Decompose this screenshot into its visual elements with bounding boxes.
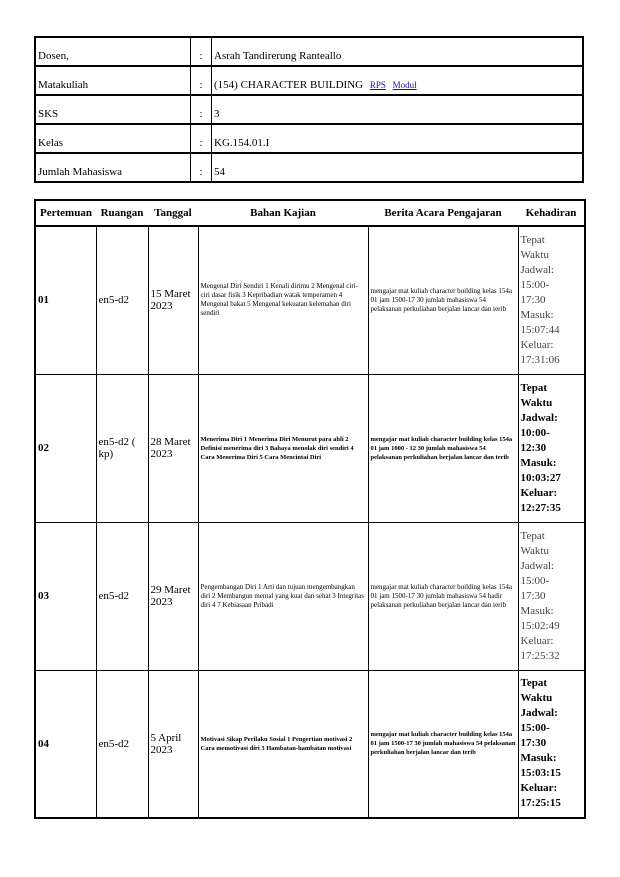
kehadiran-line: Keluar: [520,486,558,499]
header-berita-acara: Berita Acara Pengajaran [368,200,518,226]
separator: : [191,124,212,153]
table-row [35,670,585,818]
dosen-label: Dosen, [35,37,191,66]
kehadiran-line: Jadwal: [520,559,555,572]
kehadiran-cell [518,374,585,522]
pertemuan-cell: 02 [35,374,96,522]
berita-acara-cell: mengajar mat kuliah character building kelas 154a 01 jam 1500-17 30 jumlah mahasiswa 54 pelaksanan perkuliahan berjalan lancar dan terib [368,670,518,818]
ruangan-cell: en5-d2 [96,522,148,670]
kehadiran-line: Waktu [520,544,549,557]
kehadiran-line: Tepat [520,677,547,690]
header-ruangan: Ruangan [96,200,148,226]
kehadiran-line: 15:00- [520,278,550,291]
rps-link[interactable]: RPS [369,80,386,90]
separator: : [191,37,212,66]
kehadiran-line: Tepat [520,381,547,394]
kehadiran-line: 12:27:35 [520,501,561,514]
kelas-value: KG.154.01.I [212,124,584,153]
kehadiran-line: Waktu [520,692,553,705]
header-pertemuan: Pertemuan [35,200,96,226]
bahan-kajian-cell: Pengembangan Diri 1 Arti dan tujuan mengembangkan diri 2 Membangun mental yang kuat dan sehat 3 Integritas diri 4 7 Kebiasaan Pribadi [198,522,368,670]
matakuliah-label: Matakuliah [35,66,191,95]
table-row [35,374,585,522]
info-row-dosen [35,37,583,66]
kehadiran-line: Masuk: [520,456,557,469]
jumlah-value: 54 [214,166,225,178]
berita-acara-cell: mengajar mat kuliah character building kelas 154a 01 jam 1500-17 30 jumlah mahasiswa 54 hadir pelaksanan perkuliahan berjalan lancar dan terib [368,522,518,670]
info-row-kelas [35,124,583,153]
kehadiran-line: 17:31:06 [520,353,560,366]
pertemuan-cell: 03 [35,522,96,670]
kehadiran-cell [518,226,585,374]
bahan-kajian-cell: Menerima Diri 1 Menerima Diri Menurut para ahli 2 Definisi menerima diri 3 Bahaya menolak diri sendiri 4 Cara Menerima Diri 5 Cara Mencintai Diri [198,374,368,522]
kehadiran-line: 17:30 [520,293,546,306]
table-row [35,226,585,374]
berita-acara-cell: mengajar mat kuliah character building kelas 154a 01 jam 1000 - 12 30 jumlah mahasiswa 54 pelaksanan perkuliahan berjalan lancar dan terib [368,374,518,522]
tanggal-cell: 28 Maret 2023 [148,374,198,522]
course-info-table [34,36,584,183]
kehadiran-line: 12:30 [520,441,547,454]
kehadiran-line: 17:30 [520,737,547,750]
pertemuan-cell: 04 [35,670,96,818]
kehadiran-line: Keluar: [520,634,554,647]
kehadiran-line: 17:25:32 [520,649,560,662]
kehadiran-line: Masuk: [520,308,554,321]
matakuliah-cell [212,66,584,95]
header-kehadiran: Kehadiran [518,200,585,226]
kehadiran-line: 10:03:27 [520,471,561,484]
attendance-table [34,199,586,819]
info-row-sks [35,95,583,124]
kehadiran-line: Masuk: [520,604,554,617]
kehadiran-line: Jadwal: [520,263,555,276]
kehadiran-line: 15:00- [520,574,550,587]
tanggal-cell: 5 April 2023 [148,670,198,818]
kehadiran-line: Jadwal: [520,411,558,424]
separator: : [191,95,212,124]
modul-link[interactable]: Modul [392,80,417,90]
kehadiran-line: 15:03:15 [520,767,561,780]
kehadiran-line: Keluar: [520,782,558,795]
kehadiran-line: 17:25:15 [520,797,561,810]
separator: : [191,66,212,95]
ruangan-cell: en5-d2 ( kp) [96,374,148,522]
kehadiran-line: 17:30 [520,589,546,602]
dosen-value: Asrah Tandirerung Ranteallo [212,37,584,66]
kehadiran-line: Waktu [520,396,553,409]
pertemuan-cell: 01 [35,226,96,374]
sks-label: SKS [35,95,191,124]
jumlah-label: Jumlah Mahasiswa [38,166,123,178]
bahan-kajian-cell: Motivasi Sikap Perilaku Sosial 1 Pengertian motivasi 2 Cara memotivasi diri 3 Hambatan-hambatan motivasi [198,670,368,818]
table-row [35,522,585,670]
info-row-matakuliah [35,66,583,95]
kehadiran-line: Jadwal: [520,707,558,720]
header-tanggal: Tanggal [148,200,198,226]
berita-acara-cell: mengajar mat kuliah character building kelas 154a 01 jam 1500-17 30 jumlah mahasiswa 54 pelaksanan perkuliahan berjalan lancar dan terib [368,226,518,374]
tanggal-cell: 29 Maret 2023 [148,522,198,670]
header-bahan-kajian: Bahan Kajian [198,200,368,226]
ruangan-cell: en5-d2 [96,670,148,818]
kehadiran-line: 10:00- [520,426,550,439]
kehadiran-line: Tepat [520,233,545,246]
kehadiran-line: Masuk: [520,752,557,765]
kehadiran-line: 15:02:49 [520,619,560,632]
info-row-jumlah [35,153,583,182]
kehadiran-line: Tepat [520,529,545,542]
kehadiran-line: 15:00- [520,722,550,735]
tanggal-cell: 15 Maret 2023 [148,226,198,374]
kehadiran-cell [518,670,585,818]
matakuliah-value: (154) CHARACTER BUILDING [214,79,364,91]
kelas-label: Kelas [35,124,191,153]
kehadiran-line: Waktu [520,248,549,261]
separator: : [191,153,212,182]
ruangan-cell: en5-d2 [96,226,148,374]
kehadiran-cell [518,522,585,670]
table-header-row [35,200,585,226]
bahan-kajian-cell: Mengenal Diri Sendiri 1 Kenali dirimu 2 Mengenal ciri-ciri dasar fisik 3 Kepribadian watak temperamen 4 Mengenal bakat 5 Mengenal kekuatan kelemahan diri sendiri [198,226,368,374]
kehadiran-line: 15:07:44 [520,323,560,336]
kehadiran-line: Keluar: [520,338,554,351]
sks-value: 3 [212,95,584,124]
